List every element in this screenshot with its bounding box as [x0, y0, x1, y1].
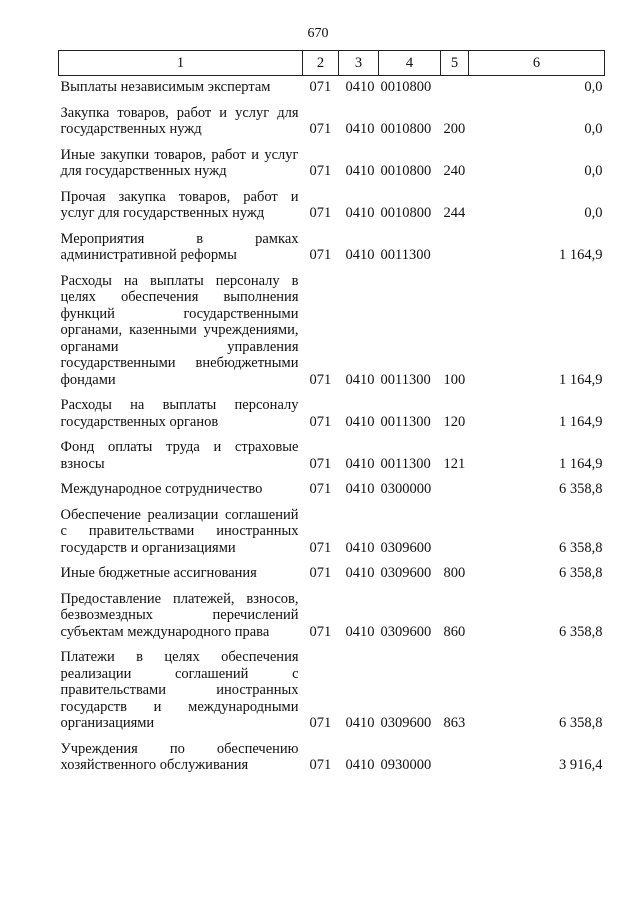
row-name: Международное сотрудничество: [60, 481, 263, 497]
row-section-code: 0410: [345, 623, 375, 640]
header-col-3: 3: [339, 51, 379, 76]
row-target-article: 0930000: [380, 757, 432, 773]
table-row: [59, 640, 605, 732]
row-expense-type: 244: [443, 205, 466, 221]
row-expense-type: 800: [443, 565, 466, 581]
row-target-article: 0010800: [380, 79, 432, 95]
row-section-code: 0410: [345, 163, 375, 179]
row-target-article: 0309600: [380, 565, 432, 581]
row-gr-code: 071: [309, 715, 332, 731]
row-name: Учреждения по обеспечению хозяйственного обслуживания: [60, 740, 299, 773]
row-expense-type: 860: [443, 623, 466, 640]
table-row: [59, 96, 605, 138]
row-amount: 0,0: [584, 79, 603, 95]
row-amount: 6 358,8: [559, 623, 603, 640]
table-row: [59, 138, 605, 180]
table-row: [59, 222, 605, 264]
table-row: [59, 264, 605, 389]
table-row: [59, 732, 605, 774]
page-number: 670: [307, 26, 329, 41]
row-amount: 6 358,8: [559, 565, 603, 581]
row-expense-type: [441, 472, 469, 498]
row-section-code: 0410: [345, 121, 375, 137]
row-name: Закупка товаров, работ и услуг для государственных нужд: [60, 104, 299, 137]
row-target-article: 0011300: [380, 413, 431, 430]
row-amount: 3 916,4: [559, 757, 603, 773]
row-gr-code: 071: [309, 371, 332, 388]
table-row: [59, 582, 605, 641]
row-gr-code: 071: [309, 481, 332, 497]
row-section-code: 0410: [345, 757, 375, 773]
row-target-article: 0011300: [380, 247, 431, 263]
row-gr-code: 071: [309, 247, 332, 263]
row-name: Расходы на выплаты персоналу государственных органов: [60, 397, 299, 430]
header-col-4: 4: [379, 51, 441, 76]
row-gr-code: 071: [309, 539, 332, 556]
row-expense-type: [441, 76, 469, 96]
table-body: [59, 76, 605, 774]
header-col-2: 2: [303, 51, 339, 76]
row-target-article: 0309600: [380, 623, 432, 640]
row-amount: 1 164,9: [559, 455, 603, 472]
row-amount: 0,0: [584, 121, 603, 137]
row-amount: 1 164,9: [559, 371, 603, 388]
header-col-1: 1: [59, 51, 303, 76]
row-gr-code: 071: [309, 121, 332, 137]
row-gr-code: 071: [309, 623, 332, 640]
row-amount: 6 358,8: [559, 715, 603, 731]
row-section-code: 0410: [345, 481, 375, 497]
row-gr-code: 071: [309, 565, 332, 581]
header-col-6: 6: [469, 51, 605, 76]
row-gr-code: 071: [309, 413, 332, 430]
table-row: [59, 388, 605, 430]
row-section-code: 0410: [345, 715, 375, 731]
header-row: [59, 51, 605, 76]
row-target-article: 0010800: [380, 121, 432, 137]
table-row: [59, 472, 605, 498]
row-name: Обеспечение реализации соглашений с правительствами иностранных государств и организациями: [60, 506, 299, 556]
row-gr-code: 071: [309, 205, 332, 221]
row-section-code: 0410: [345, 79, 375, 95]
row-section-code: 0410: [345, 413, 375, 430]
row-amount: 1 164,9: [559, 413, 603, 430]
row-name: Прочая закупка товаров, работ и услуг для государственных нужд: [60, 188, 299, 221]
row-expense-type: 120: [443, 413, 466, 430]
budget-table: [58, 50, 605, 774]
row-target-article: 0011300: [380, 455, 431, 472]
row-name: Выплаты независимым экспертам: [60, 79, 271, 95]
table-header: [59, 51, 605, 76]
row-name: Иные бюджетные ассигнования: [60, 565, 257, 581]
row-expense-type: 200: [443, 121, 466, 137]
row-target-article: 0011300: [380, 371, 431, 388]
row-gr-code: 071: [309, 79, 332, 95]
row-target-article: 0309600: [380, 715, 432, 731]
table-row: [59, 180, 605, 222]
row-name: Фонд оплаты труда и страховые взносы: [60, 439, 299, 472]
row-target-article: 0010800: [380, 163, 432, 179]
row-amount: 6 358,8: [559, 481, 603, 497]
table-row: [59, 430, 605, 472]
row-name: Мероприятия в рамках административной реформы: [60, 230, 299, 263]
row-expense-type: [441, 222, 469, 264]
row-target-article: 0010800: [380, 205, 432, 221]
row-gr-code: 071: [309, 163, 332, 179]
row-expense-type: 863: [443, 715, 466, 731]
table-row: [59, 498, 605, 557]
row-expense-type: [441, 498, 469, 557]
row-name: Иные закупки товаров, работ и услуг для государственных нужд: [60, 146, 299, 179]
row-section-code: 0410: [345, 371, 375, 388]
row-section-code: 0410: [345, 247, 375, 263]
row-name: Расходы на выплаты персоналу в целях обеспечения выполнения функций государственными органами, казенными учреждениями, органами управления государственными внебюджетными фондами: [60, 272, 299, 388]
row-name: Платежи в целях обеспечения реализации соглашений с правительствами иностранных государств и международными организациями: [60, 649, 299, 731]
row-target-article: 0309600: [380, 539, 432, 556]
row-gr-code: 071: [309, 757, 332, 773]
row-section-code: 0410: [345, 565, 375, 581]
row-expense-type: 121: [443, 455, 466, 472]
row-amount: 0,0: [584, 205, 603, 221]
row-section-code: 0410: [345, 539, 375, 556]
row-expense-type: 240: [443, 163, 466, 179]
row-expense-type: 100: [443, 371, 466, 388]
row-gr-code: 071: [309, 455, 332, 472]
table-row: [59, 76, 605, 96]
row-section-code: 0410: [345, 205, 375, 221]
table-row: [59, 556, 605, 582]
row-expense-type: [441, 732, 469, 774]
row-target-article: 0300000: [380, 481, 432, 497]
row-amount: 1 164,9: [559, 247, 603, 263]
row-section-code: 0410: [345, 455, 375, 472]
header-col-5: 5: [441, 51, 469, 76]
row-name: Предоставление платежей, взносов, безвозмездных перечислений субъектам международного права: [60, 590, 299, 640]
row-amount: 6 358,8: [559, 539, 603, 556]
row-amount: 0,0: [584, 163, 603, 179]
